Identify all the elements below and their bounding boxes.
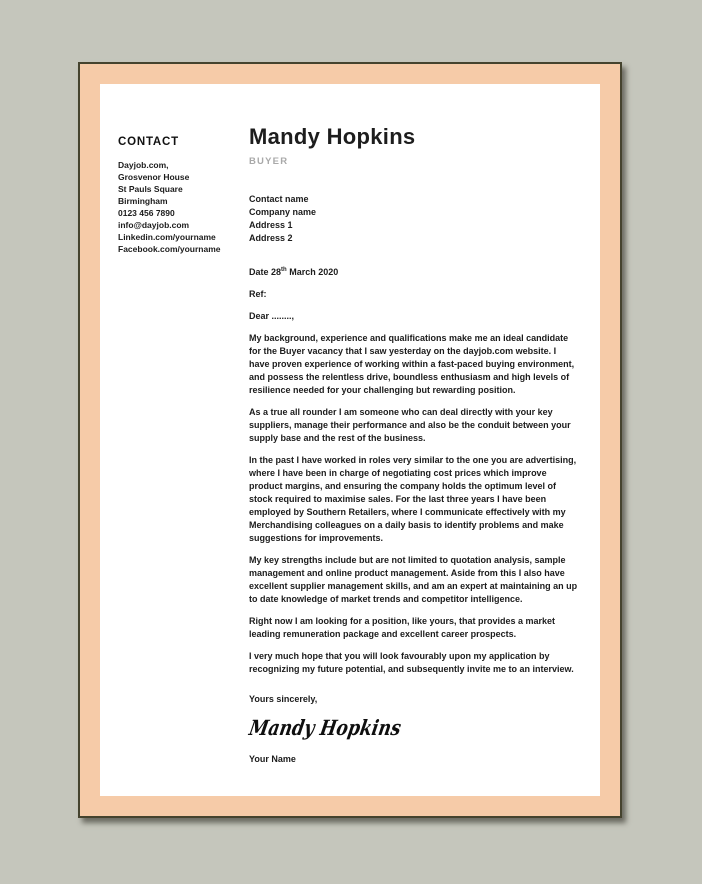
- paragraph-experience: In the past I have worked in roles very similar to the one you are advertising, where I have been in charge of negotiating cost prices which improve product margins, and ensuring the company holds the optimum level of stock required to maximise sales. For the last three years I have been employed by Southern Retailers, where I communicate effectively with my Merchandising colleagues on a daily basis to identify problems and make suggestions for improvements.: [249, 455, 577, 543]
- contact-line-building: Grosvenor House: [118, 172, 190, 182]
- contact-line-street: St Pauls Square: [118, 184, 183, 194]
- recipient-address-1: Address 1: [249, 220, 293, 230]
- contact-heading: CONTACT: [118, 136, 179, 148]
- paragraph-all-rounder: As a true all rounder I am someone who can deal directly with your key suppliers, manage their performance and also be the conduit between your supply base and the rest of the business.: [249, 407, 571, 443]
- cover-letter-content: [100, 84, 600, 796]
- cover-letter-page: [78, 62, 622, 818]
- job-title: BUYER: [249, 156, 289, 167]
- paragraph-introduction: My background, experience and qualifications make me an ideal candidate for the Buyer vacancy that I saw yesterday on the dayjob.com website. I have proven experience of working within a fast-paced buying environment, and possess the relentless drive, boundless enthusiasm and high levels of resilience needed for your challenging but rewarding position.: [249, 333, 575, 395]
- contact-line-linkedin: Linkedin.com/yourname: [118, 232, 216, 242]
- reference-line: Ref:: [249, 289, 267, 299]
- letter-main-column: [249, 124, 579, 766]
- contact-sidebar: [118, 136, 243, 255]
- closing-line: Yours sincerely,: [249, 694, 318, 704]
- handwritten-signature: Mandy Hopkins: [247, 715, 404, 740]
- contact-line-facebook: Facebook.com/yourname: [118, 244, 221, 254]
- contact-line-email: info@dayjob.com: [118, 220, 190, 230]
- date-suffix: March 2020: [286, 267, 339, 277]
- signoff-name: Your Name: [249, 754, 296, 764]
- paragraph-strengths: My key strengths include but are not limited to quotation analysis, sample management and online product management. Aside from this I also have excellent supplier management skills, and am an expert at maintaining an up to date knowledge of market trends and competitor intelligence.: [249, 555, 578, 604]
- recipient-block: [249, 193, 579, 245]
- salutation: Dear ........,: [249, 311, 295, 321]
- paragraph-hope: I very much hope that you will look favourably upon my application by recognizing my future potential, and subsequently invite me to an interview.: [249, 651, 574, 674]
- contact-line-phone: 0123 456 7890: [118, 208, 175, 218]
- recipient-company-name: Company name: [249, 207, 317, 217]
- date-line: [249, 266, 579, 279]
- recipient-address-2: Address 2: [249, 233, 293, 243]
- paragraph-looking-for: Right now I am looking for a position, like yours, that provides a market leading remuneration package and excellent career prospects.: [249, 616, 556, 639]
- date-prefix: Date 28: [249, 267, 282, 277]
- contact-line-city: Birmingham: [118, 196, 168, 206]
- candidate-name: Mandy Hopkins: [249, 124, 416, 149]
- date-ordinal-suffix: th: [281, 267, 287, 273]
- contact-line-website: Dayjob.com,: [118, 160, 169, 170]
- recipient-contact-name: Contact name: [249, 194, 309, 204]
